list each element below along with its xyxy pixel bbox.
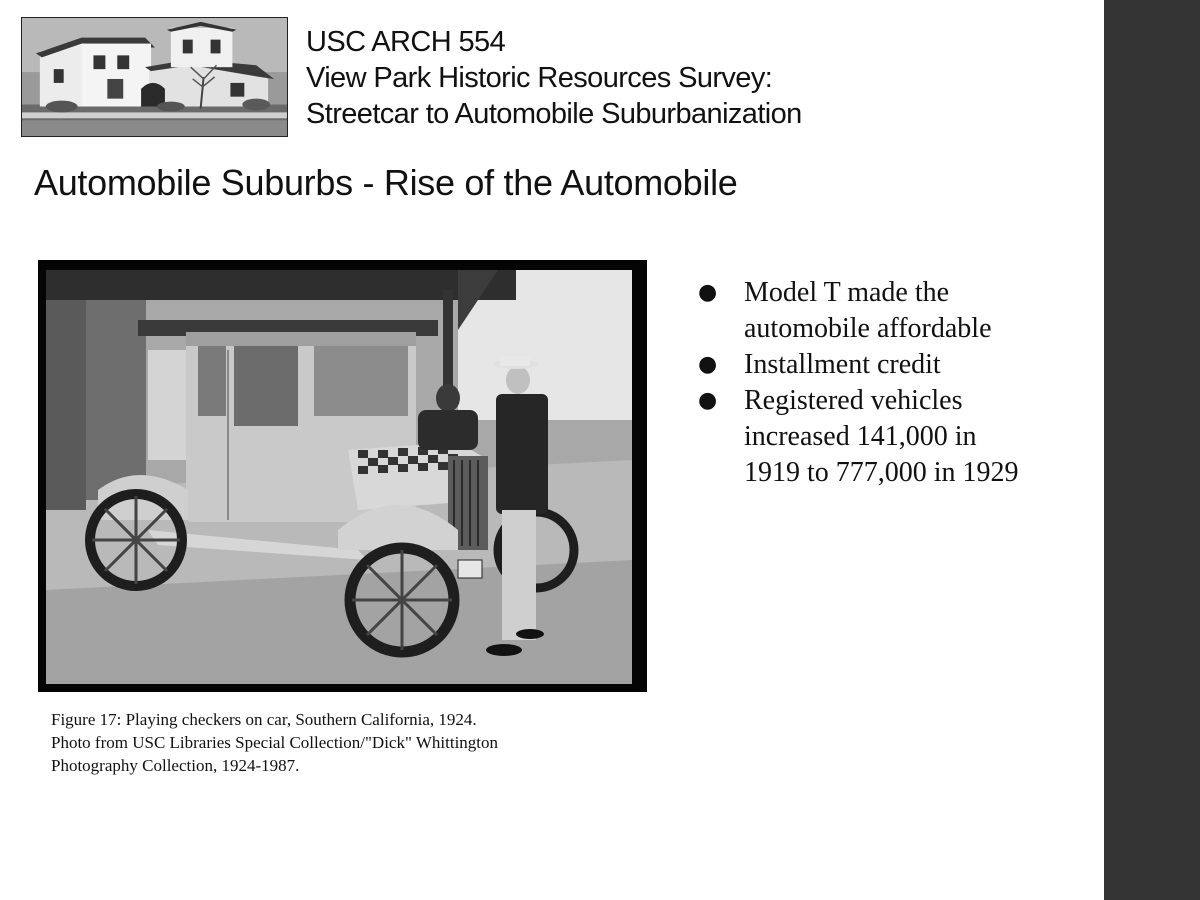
bullet-list bbox=[696, 275, 1096, 491]
bullet-dot-icon: ● bbox=[698, 352, 718, 377]
caption-line: Photography Collection, 1924-1987. bbox=[51, 756, 300, 775]
course-header bbox=[306, 24, 802, 132]
bullet-dot-icon: ● bbox=[698, 280, 718, 305]
survey-title: View Park Historic Resources Survey: bbox=[306, 62, 773, 94]
bullet-line: 1919 to 777,000 in 1929 bbox=[744, 457, 1019, 488]
caption-line: Photo from USC Libraries Special Collection/"Dick" Whittington bbox=[51, 733, 499, 752]
bullet-line: Installment credit bbox=[744, 349, 941, 380]
house-photo bbox=[21, 17, 288, 137]
slide-title: Automobile Suburbs - Rise of the Automobile bbox=[34, 162, 738, 203]
bullet-item bbox=[696, 383, 1096, 491]
bullet-dot-icon: ● bbox=[698, 388, 718, 413]
side-panel bbox=[1104, 0, 1200, 900]
bullet-line: increased 141,000 in bbox=[744, 421, 977, 452]
bullet-line: Registered vehicles bbox=[744, 385, 963, 416]
bullet-line: Model T made the bbox=[744, 277, 950, 308]
bullet-item bbox=[696, 275, 1096, 347]
caption-line: Figure 17: Playing checkers on car, Southern California, 1924. bbox=[51, 710, 477, 729]
course-code: USC ARCH 554 bbox=[306, 26, 506, 58]
bullet-item bbox=[696, 347, 1096, 383]
figure-caption bbox=[51, 708, 661, 777]
car-photo bbox=[38, 260, 647, 692]
bullet-line: automobile affordable bbox=[744, 313, 992, 344]
survey-subtitle: Streetcar to Automobile Suburbanization bbox=[306, 98, 802, 130]
